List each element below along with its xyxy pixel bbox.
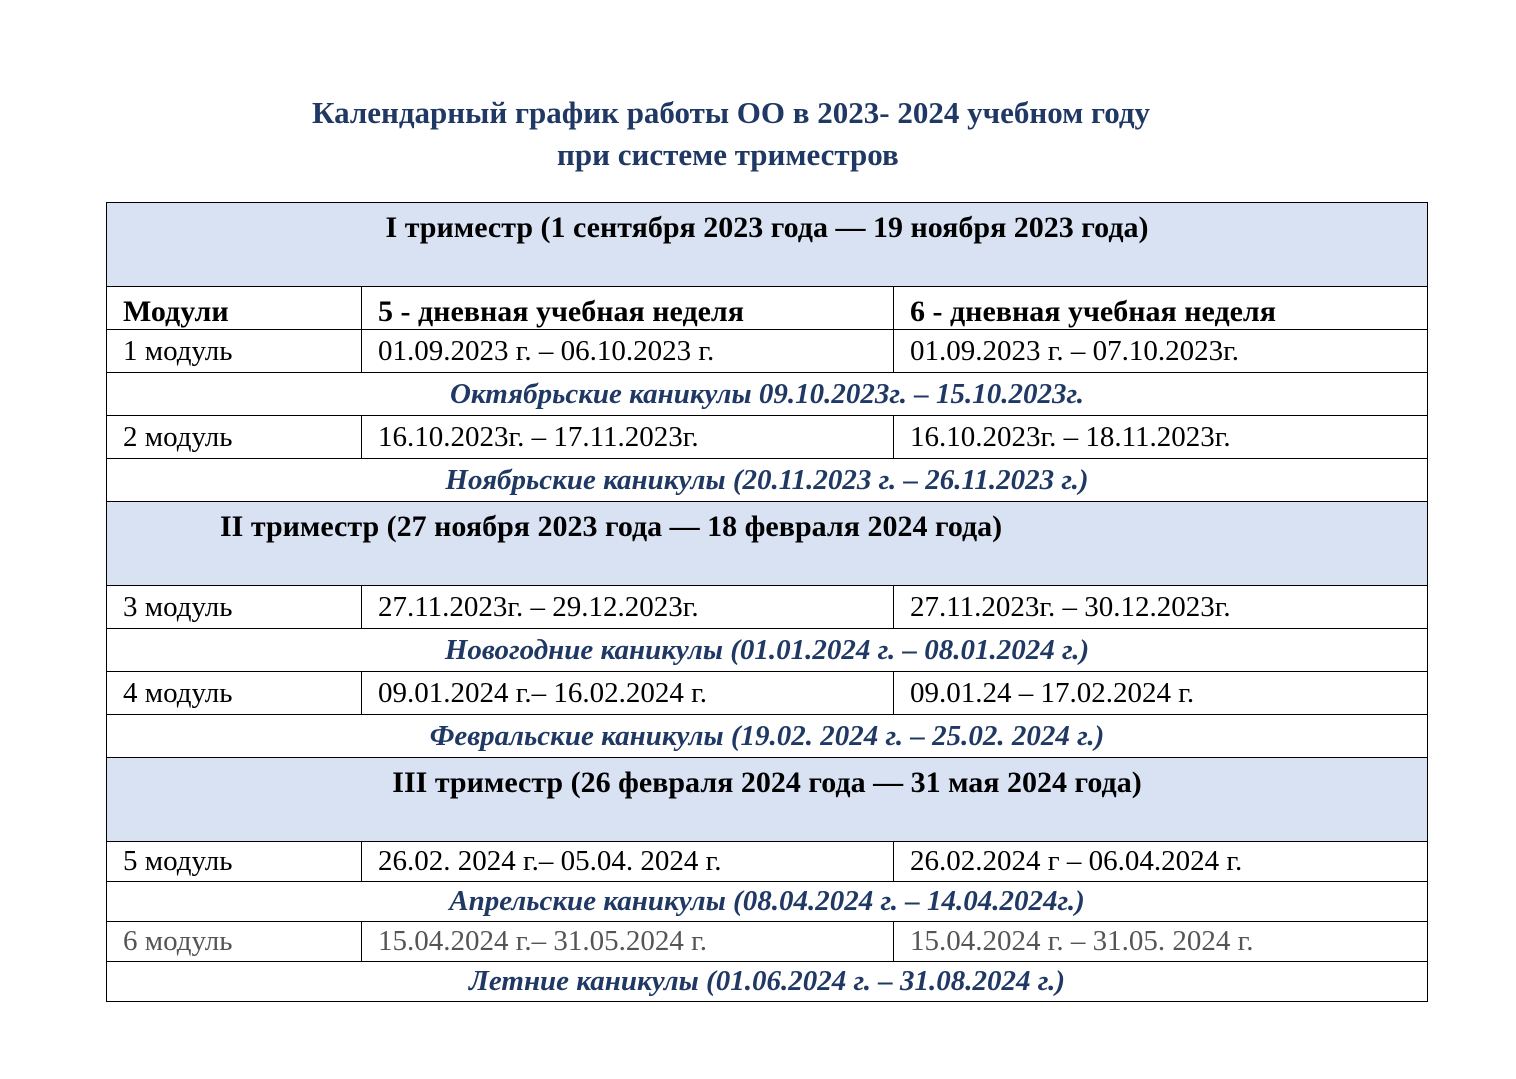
module-five-day-dates: 01.09.2023 г. – 06.10.2023 г. <box>362 330 894 373</box>
holiday-row <box>107 962 1428 1002</box>
module-name: 5 модуль <box>107 842 362 882</box>
trimester-2-label: II триместр (27 ноября 2023 года — 18 февраля 2024 года) <box>107 502 1428 586</box>
schedule-table <box>106 202 1428 1002</box>
module-five-day-dates: 15.04.2024 г.– 31.05.2024 г. <box>362 922 894 962</box>
holiday-label: Апрельские каникулы (08.04.2024 г. – 14.04.2024г.) <box>107 882 1428 922</box>
trimester-row <box>107 203 1428 287</box>
module-row <box>107 586 1428 629</box>
module-six-day-dates: 01.09.2023 г. – 07.10.2023г. <box>894 330 1428 373</box>
holiday-row <box>107 882 1428 922</box>
module-six-day-dates: 15.04.2024 г. – 31.05. 2024 г. <box>894 922 1428 962</box>
module-six-day-dates: 09.01.24 – 17.02.2024 г. <box>894 672 1428 715</box>
module-name: 3 модуль <box>107 586 362 629</box>
module-five-day-dates: 27.11.2023г. – 29.12.2023г. <box>362 586 894 629</box>
module-six-day-dates: 27.11.2023г. – 30.12.2023г. <box>894 586 1428 629</box>
holiday-label: Ноябрьские каникулы (20.11.2023 г. – 26.11.2023 г.) <box>107 459 1428 502</box>
title-line-1: Календарный график работы ОО в 2023- 2024 учебном году <box>312 95 1151 130</box>
header-six-day: 6 - дневная учебная неделя <box>894 287 1428 330</box>
module-row <box>107 672 1428 715</box>
module-five-day-dates: 16.10.2023г. – 17.11.2023г. <box>362 416 894 459</box>
holiday-row <box>107 459 1428 502</box>
header-five-day: 5 - дневная учебная неделя <box>362 287 894 330</box>
table-header-row <box>107 287 1428 330</box>
module-six-day-dates: 26.02.2024 г – 06.04.2024 г. <box>894 842 1428 882</box>
holiday-label: Летние каникулы (01.06.2024 г. – 31.08.2024 г.) <box>107 962 1428 1002</box>
module-five-day-dates: 09.01.2024 г.– 16.02.2024 г. <box>362 672 894 715</box>
module-six-day-dates: 16.10.2023г. – 18.11.2023г. <box>894 416 1428 459</box>
holiday-row <box>107 715 1428 758</box>
holiday-label: Новогодние каникулы (01.01.2024 г. – 08.01.2024 г.) <box>107 629 1428 672</box>
module-name: 1 модуль <box>107 330 362 373</box>
trimester-row <box>107 502 1428 586</box>
module-five-day-dates: 26.02. 2024 г.– 05.04. 2024 г. <box>362 842 894 882</box>
trimester-row <box>107 758 1428 842</box>
module-row <box>107 922 1428 962</box>
holiday-label: Октябрьские каникулы 09.10.2023г. – 15.10.2023г. <box>107 373 1428 416</box>
header-modules: Модули <box>107 287 362 330</box>
holiday-row <box>107 629 1428 672</box>
module-name: 6 модуль <box>107 922 362 962</box>
holiday-row <box>107 373 1428 416</box>
title-line-2: при системе триместров <box>557 137 899 172</box>
holiday-label: Февральские каникулы (19.02. 2024 г. – 25.02. 2024 г.) <box>107 715 1428 758</box>
module-row <box>107 842 1428 882</box>
module-row <box>107 330 1428 373</box>
module-row <box>107 416 1428 459</box>
trimester-3-label: III триместр (26 февраля 2024 года — 31 мая 2024 года) <box>107 758 1428 842</box>
trimester-1-label: I триместр (1 сентября 2023 года — 19 ноября 2023 года) <box>107 203 1428 287</box>
module-name: 4 модуль <box>107 672 362 715</box>
module-name: 2 модуль <box>107 416 362 459</box>
